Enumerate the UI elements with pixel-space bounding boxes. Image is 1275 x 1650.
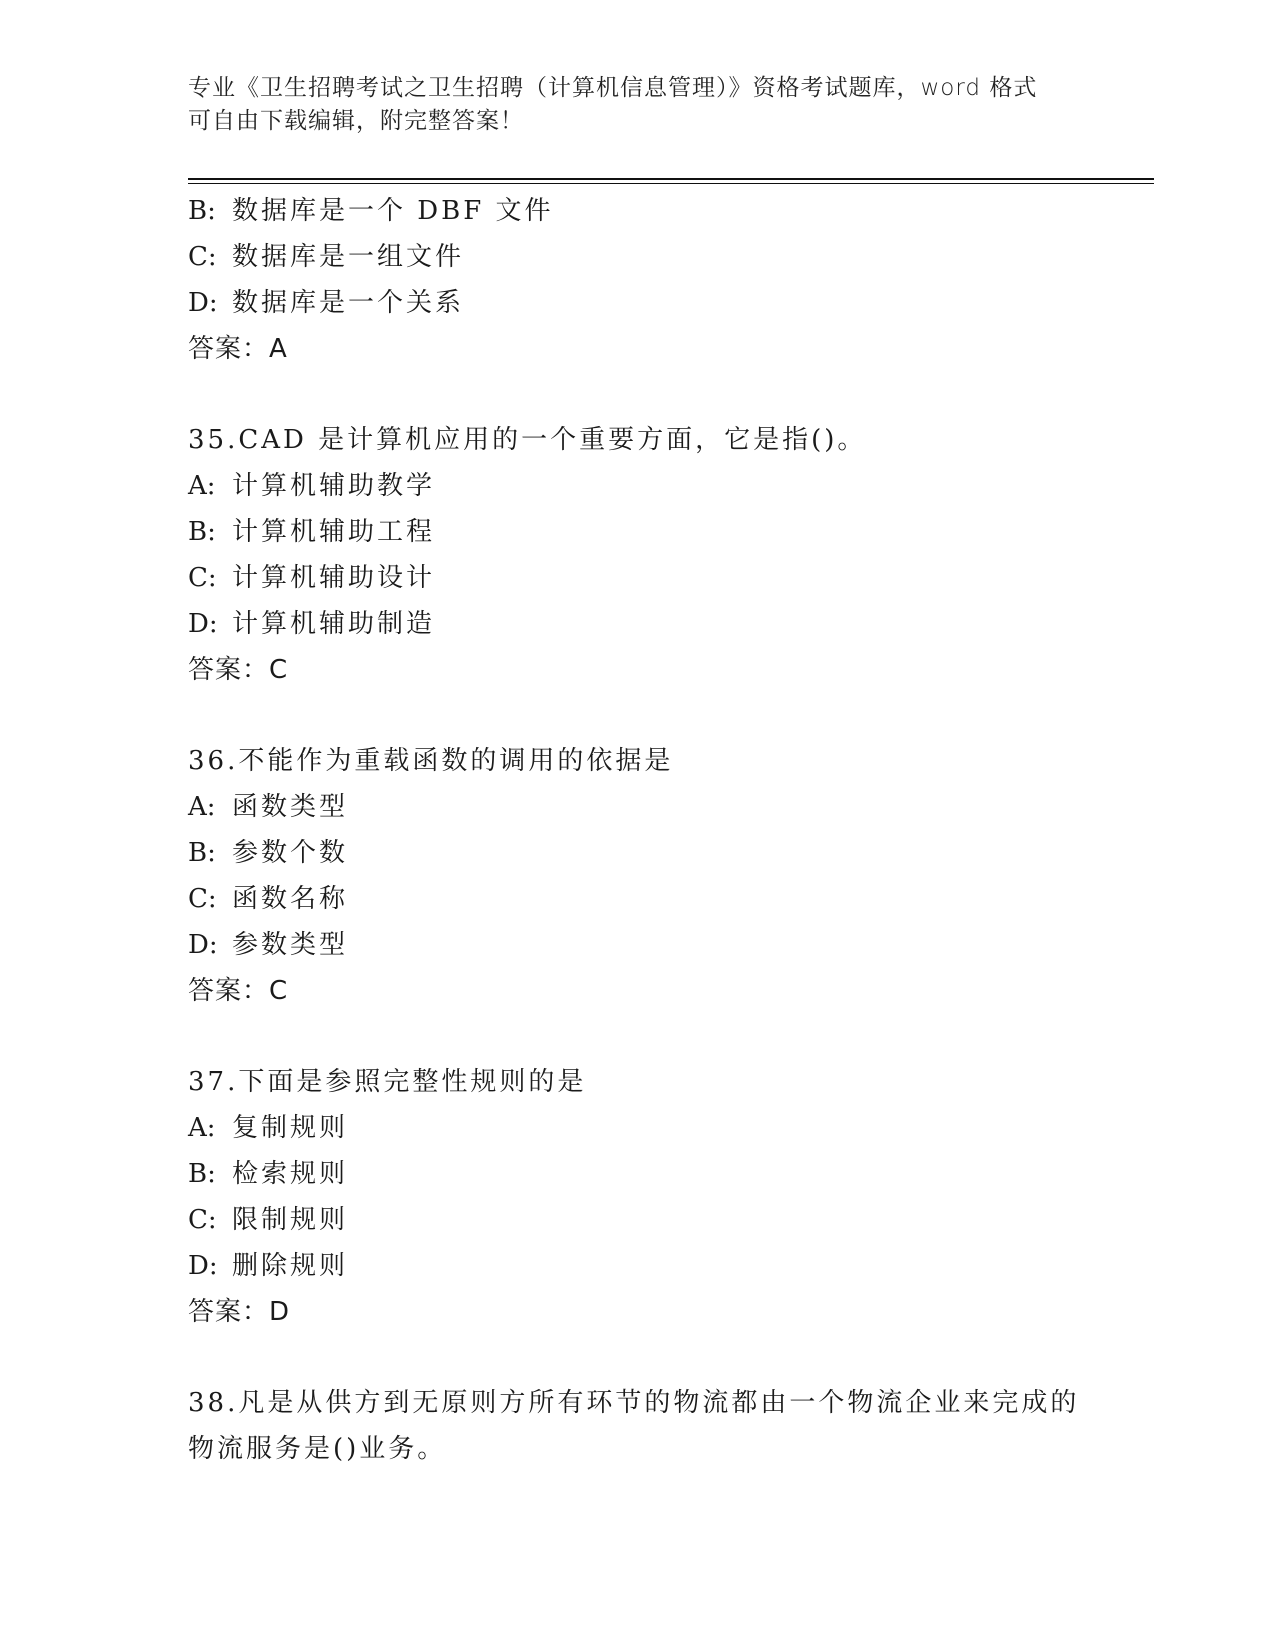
option-row bbox=[188, 188, 1088, 234]
option-text: 计算机辅助工程 bbox=[232, 517, 436, 547]
option-row bbox=[188, 1105, 1088, 1151]
spacer bbox=[188, 372, 1088, 417]
answer-line: 答案：C bbox=[188, 655, 289, 685]
option-text: 计算机辅助制造 bbox=[232, 609, 436, 639]
option-row bbox=[188, 234, 1088, 280]
option-row bbox=[188, 280, 1088, 326]
option-text: 数据库是一个关系 bbox=[232, 288, 465, 318]
option-label: C: bbox=[188, 1205, 217, 1235]
option-label: D: bbox=[188, 609, 218, 639]
option-row bbox=[188, 1151, 1088, 1197]
header-divider-thin bbox=[188, 183, 1154, 184]
option-label: D: bbox=[188, 930, 218, 960]
header-line-2: 可自由下载编辑，附完整答案！ bbox=[188, 108, 524, 134]
option-text: 计算机辅助设计 bbox=[232, 563, 436, 593]
question-list bbox=[188, 188, 1088, 1472]
option-text: 计算机辅助教学 bbox=[232, 471, 436, 501]
option-label: B: bbox=[188, 196, 216, 226]
spacer bbox=[188, 693, 1088, 738]
question-stem-line-1: 38.凡是从供方到无原则方所有环节的物流都由一个物流企业来完成的 bbox=[188, 1388, 1080, 1418]
option-row bbox=[188, 601, 1088, 647]
option-row bbox=[188, 1197, 1088, 1243]
option-text: 数据库是一组文件 bbox=[232, 242, 465, 272]
question-block-35 bbox=[188, 417, 1088, 693]
option-text: 函数名称 bbox=[232, 884, 349, 914]
answer-line: 答案：D bbox=[188, 1297, 291, 1327]
option-label: D: bbox=[188, 288, 218, 318]
question-stem: 36.不能作为重载函数的调用的依据是 bbox=[188, 746, 674, 776]
question-block-38 bbox=[188, 1380, 1088, 1472]
option-row bbox=[188, 830, 1088, 876]
document-header bbox=[188, 72, 1068, 138]
option-row bbox=[188, 463, 1088, 509]
question-block-37 bbox=[188, 1059, 1088, 1335]
option-label: C: bbox=[188, 563, 217, 593]
spacer bbox=[188, 1014, 1088, 1059]
option-row bbox=[188, 509, 1088, 555]
spacer bbox=[188, 1335, 1088, 1380]
option-label: B: bbox=[188, 1159, 216, 1189]
option-label: C: bbox=[188, 242, 217, 272]
option-row bbox=[188, 922, 1088, 968]
answer-line: 答案：A bbox=[188, 334, 288, 364]
option-row bbox=[188, 784, 1088, 830]
option-label: D: bbox=[188, 1251, 218, 1281]
option-text: 复制规则 bbox=[232, 1113, 349, 1143]
answer-line: 答案：C bbox=[188, 976, 289, 1006]
question-stem-line-2: 物流服务是()业务。 bbox=[188, 1434, 447, 1464]
question-block-34 bbox=[188, 188, 1088, 372]
option-label: A: bbox=[188, 1113, 216, 1143]
option-row bbox=[188, 1243, 1088, 1289]
option-text: 参数类型 bbox=[232, 930, 349, 960]
header-divider-thick bbox=[188, 178, 1154, 180]
option-text: 检索规则 bbox=[232, 1159, 349, 1189]
option-label: A: bbox=[188, 792, 216, 822]
option-row bbox=[188, 876, 1088, 922]
option-text: 数据库是一个 DBF 文件 bbox=[232, 196, 554, 226]
option-text: 函数类型 bbox=[232, 792, 349, 822]
option-text: 限制规则 bbox=[232, 1205, 349, 1235]
option-label: A: bbox=[188, 471, 216, 501]
question-stem: 37.下面是参照完整性规则的是 bbox=[188, 1067, 587, 1097]
option-text: 参数个数 bbox=[232, 838, 349, 868]
option-label: B: bbox=[188, 838, 216, 868]
option-label: B: bbox=[188, 517, 216, 547]
question-stem: 35.CAD 是计算机应用的一个重要方面，它是指()。 bbox=[188, 425, 867, 455]
option-label: C: bbox=[188, 884, 217, 914]
option-text: 删除规则 bbox=[232, 1251, 349, 1281]
header-line-1: 专业《卫生招聘考试之卫生招聘（计算机信息管理）》资格考试题库，word 格式 bbox=[188, 75, 1038, 101]
option-row bbox=[188, 555, 1088, 601]
question-block-36 bbox=[188, 738, 1088, 1014]
